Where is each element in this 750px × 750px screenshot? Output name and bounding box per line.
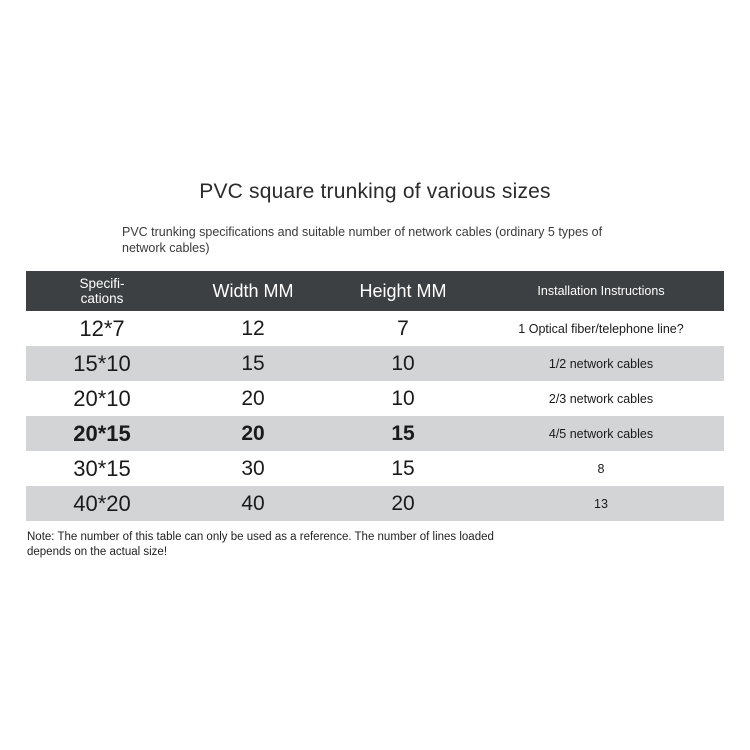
cell-width: 20 xyxy=(178,416,328,451)
page-subtitle: PVC trunking specifications and suitable number of network cables (ordinary 5 types of network cables) xyxy=(122,225,603,255)
column-header-installation-instructions xyxy=(478,271,724,311)
column-header-height xyxy=(328,271,478,311)
cell-height: 20 xyxy=(328,486,478,521)
column-header-specifications-line1: Specifi- xyxy=(79,276,125,291)
cell-installation: 1/2 network cables xyxy=(478,346,724,381)
cell-width: 30 xyxy=(178,451,328,486)
cell-specification: 20*15 xyxy=(26,416,178,451)
specifications-table-wrapper xyxy=(26,271,724,521)
column-header-width xyxy=(178,271,328,311)
cell-specification: 20*10 xyxy=(26,381,178,416)
column-header-height-label: Height MM xyxy=(359,280,447,301)
column-header-installation-label: Installation Instructions xyxy=(537,283,665,298)
table-row xyxy=(26,346,724,381)
cell-width: 15 xyxy=(178,346,328,381)
column-header-specifications xyxy=(26,271,178,311)
table-row xyxy=(26,451,724,486)
table-row xyxy=(26,381,724,416)
table-footnote: Note: The number of this table can only be used as a reference. The number of lines loaded depends on the actual size! xyxy=(27,531,494,558)
column-header-width-label: Width MM xyxy=(212,280,294,301)
cell-width: 40 xyxy=(178,486,328,521)
table-body xyxy=(26,311,724,521)
cell-installation: 2/3 network cables xyxy=(478,381,724,416)
cell-height: 10 xyxy=(328,381,478,416)
cell-height: 10 xyxy=(328,346,478,381)
cell-installation: 4/5 network cables xyxy=(478,416,724,451)
cell-installation: 8 xyxy=(478,451,724,486)
cell-specification: 15*10 xyxy=(26,346,178,381)
cell-specification: 12*7 xyxy=(26,311,178,346)
cell-height: 15 xyxy=(328,451,478,486)
cell-specification: 40*20 xyxy=(26,486,178,521)
table-row xyxy=(26,416,724,451)
table-header xyxy=(26,271,724,311)
cell-height: 7 xyxy=(328,311,478,346)
specifications-table xyxy=(26,271,724,521)
cell-specification: 30*15 xyxy=(26,451,178,486)
table-row xyxy=(26,486,724,521)
page-title: PVC square trunking of various sizes xyxy=(199,180,551,203)
table-row xyxy=(26,311,724,346)
table-header-row xyxy=(26,271,724,311)
cell-height: 15 xyxy=(328,416,478,451)
cell-installation: 13 xyxy=(478,486,724,521)
cell-installation: 1 Optical fiber/telephone line? xyxy=(478,311,724,346)
column-header-specifications-line2: cations xyxy=(80,291,124,306)
cell-width: 12 xyxy=(178,311,328,346)
cell-width: 20 xyxy=(178,381,328,416)
